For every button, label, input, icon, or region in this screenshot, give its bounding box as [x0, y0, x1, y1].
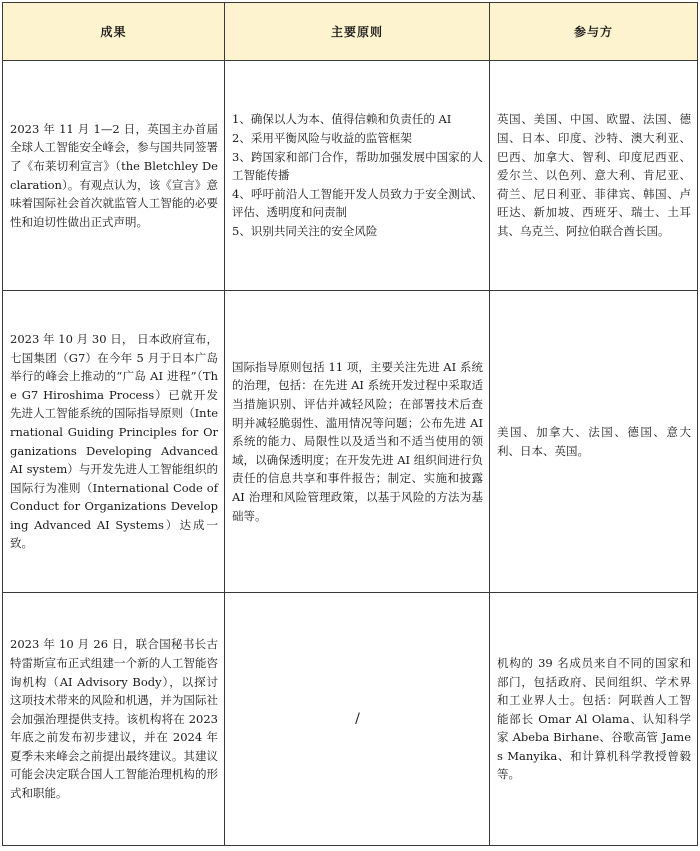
ai-governance-table	[2, 2, 698, 846]
cell-outcome: 2023 年 11 月 1—2 日，英国主办首届全球人工智能安全峰会，参与国共同签署了《布莱切利宣言》（the Bletchley Declaration）。有观点认为，该《宣言》意味着国际社会首次就监管人工智能的必要性和迫切性做出正式声明。	[3, 61, 225, 291]
cell-parties: 机构的 39 名成员来自不同的国家和部门，包括政府、民间组织、学术界和工业界人士。包括：阿联酋人工智能部长 Omar Al Olama、认知科学家 Abeba Birhane、谷歌高管 James Manyika、和计算机科学教授曾毅等。	[490, 593, 698, 846]
table-row	[3, 291, 698, 593]
table-header-row	[3, 3, 698, 61]
header-outcome: 成果	[3, 3, 225, 61]
header-parties: 参与方	[490, 3, 698, 61]
principle-item: 2、采用平衡风险与收益的监管框架	[232, 131, 412, 146]
cell-principles-empty: /	[225, 593, 490, 846]
principle-item: 1、确保以人为本、值得信赖和负责任的 AI	[232, 112, 452, 127]
table-row	[3, 61, 698, 291]
table-row	[3, 593, 698, 846]
cell-principles	[225, 61, 490, 291]
principle-item: 4、呼吁前沿人工智能开发人员致力于安全测试、评估、透明度和问责制	[232, 186, 483, 220]
cell-outcome: 2023 年 10 月 26 日，联合国秘书长古特雷斯宣布正式组建一个新的人工智能咨询机构（AI Advisory Body），以探讨这项技术带来的风险和机遇，并为国际社会加强治理提供支持。该机构将在 2023 年底之前发布初步建议，并在 2024 年夏季未来峰会之前提出最终建议。其建议可能会决定联合国人工智能治理机构的形式和职能。	[3, 593, 225, 846]
cell-outcome: 2023 年 10 月 30 日， 日本政府宣布，七国集团（G7）在今年 5 月于日本广岛举行的峰会上推动的“广岛 AI 进程”（The G7 Hiroshima Process）已就开发先进人工智能系统的国际指导原则（International Guiding Principles for Organizations Developing Advanced AI system）与开发先进人工智能组织的国际行为准则（International Code of Conduct for Organizations Developing Advanced AI Systems）达成一致。	[3, 291, 225, 593]
principle-item: 5、识别共同关注的安全风险	[232, 223, 378, 238]
cell-parties: 英国、美国、中国、欧盟、法国、德国、日本、印度、沙特、澳大利亚、巴西、加拿大、智利、印度尼西亚、爱尔兰、以色列、意大利、肯尼亚、荷兰、尼日利亚、菲律宾、韩国、卢旺达、新加坡、西班牙、瑞士、土耳其、乌克兰、阿拉伯联合酋长国。	[490, 61, 698, 291]
cell-principles: 国际指导原则包括 11 项，主要关注先进 AI 系统的治理，包括：在先进 AI 系统开发过程中采取适当措施识别、评估并减轻风险；在部署技术后查明并减轻脆弱性、滥用情况等问题；公布先进 AI 系统的能力、局限性以及适当和不适当使用的领域，以确保透明度；在开发先进 AI 组织间进行负责任的信息共享和事件报告；制定、实施和披露 AI 治理和风险管理政策，以基于风险的方法为基础等。	[225, 291, 490, 593]
principle-item: 3、跨国家和部门合作，帮助加强发展中国家的人工智能传播	[232, 149, 483, 183]
cell-parties: 美国、加拿大、法国、德国、意大利、日本、英国。	[490, 291, 698, 593]
header-principles: 主要原则	[225, 3, 490, 61]
